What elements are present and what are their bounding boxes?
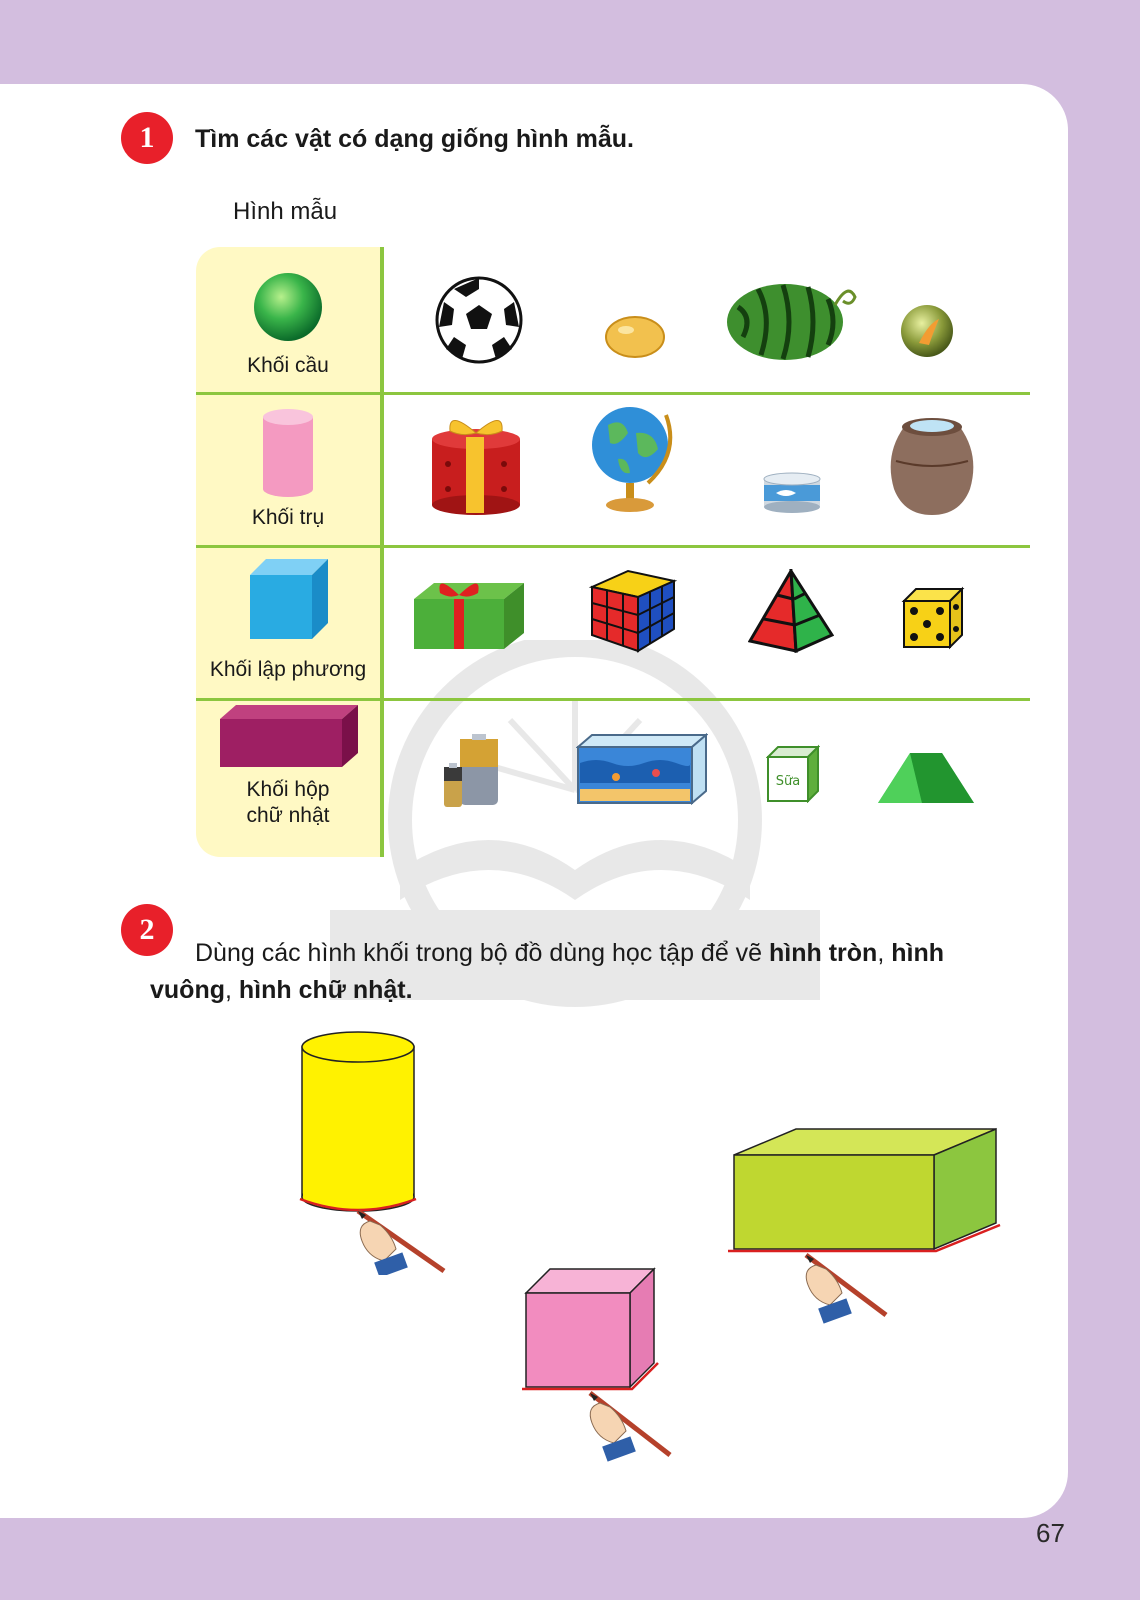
- row-label-cube: Khối lập phương: [209, 658, 367, 681]
- milk-carton-icon: [766, 743, 820, 803]
- aquarium-icon: [576, 733, 708, 805]
- box-tracing-rectangle-figure: [726, 1125, 1006, 1335]
- row-label-cylinder: Khối trụ: [251, 506, 325, 529]
- exercise-1-title: Tìm các vật có dạng giống hình mẫu.: [195, 125, 634, 153]
- row-divider: [196, 545, 1030, 548]
- cube-model-icon: [248, 557, 330, 641]
- marble-icon: [899, 303, 955, 359]
- model-heading: Hình mẫu: [233, 198, 338, 225]
- exercise-2-instruction: [150, 935, 1030, 1009]
- clay-jar-icon: [884, 415, 980, 519]
- batteries-icon: [442, 733, 502, 811]
- row-divider: [196, 698, 1030, 701]
- soccer-ball-icon: [434, 275, 524, 365]
- row-label-cuboid-line1: Khối hộp: [246, 778, 330, 801]
- tent-icon: [876, 749, 976, 805]
- instruction-intro: Dùng các hình khối trong bộ đồ dùng học tập để vẽ: [195, 939, 770, 967]
- instruction-bold-circle: hình tròn: [769, 939, 878, 967]
- cuboid-model-icon: [218, 703, 360, 769]
- instruction-bold-square: hình vuông: [150, 939, 945, 1004]
- rubik-cube-icon: [588, 565, 678, 655]
- round-gift-box-icon: [428, 409, 524, 519]
- page-number: 67: [1036, 1518, 1065, 1548]
- cylinder-tracing-circle-figure: [292, 1025, 462, 1275]
- sphere-model-icon: [252, 271, 324, 343]
- row-label-sphere: Khối cầu: [247, 354, 329, 377]
- cylinder-model-icon: [261, 407, 315, 499]
- watermelon-icon: [723, 277, 863, 363]
- instruction-separator: ,: [225, 976, 239, 1004]
- exercise-2-badge: 2: [121, 904, 173, 956]
- cube-tracing-square-figure: [520, 1265, 690, 1485]
- column-divider: [380, 247, 384, 857]
- row-divider: [196, 392, 1030, 395]
- row-label-cuboid-line2: chữ nhật: [246, 804, 330, 827]
- cube-gift-box-icon: [410, 577, 528, 653]
- exercise-1-badge: 1: [121, 112, 173, 164]
- egg-icon: [604, 315, 666, 359]
- globe-icon: [588, 403, 674, 515]
- instruction-bold-rectangle: hình chữ nhật.: [238, 976, 413, 1004]
- milk-carton-label: Sữa: [775, 774, 801, 789]
- shape-table: [196, 247, 1030, 857]
- tin-can-icon: [762, 471, 822, 515]
- instruction-separator: ,: [877, 939, 892, 967]
- pyramid-puzzle-icon: [748, 569, 834, 653]
- dice-icon: [900, 585, 966, 651]
